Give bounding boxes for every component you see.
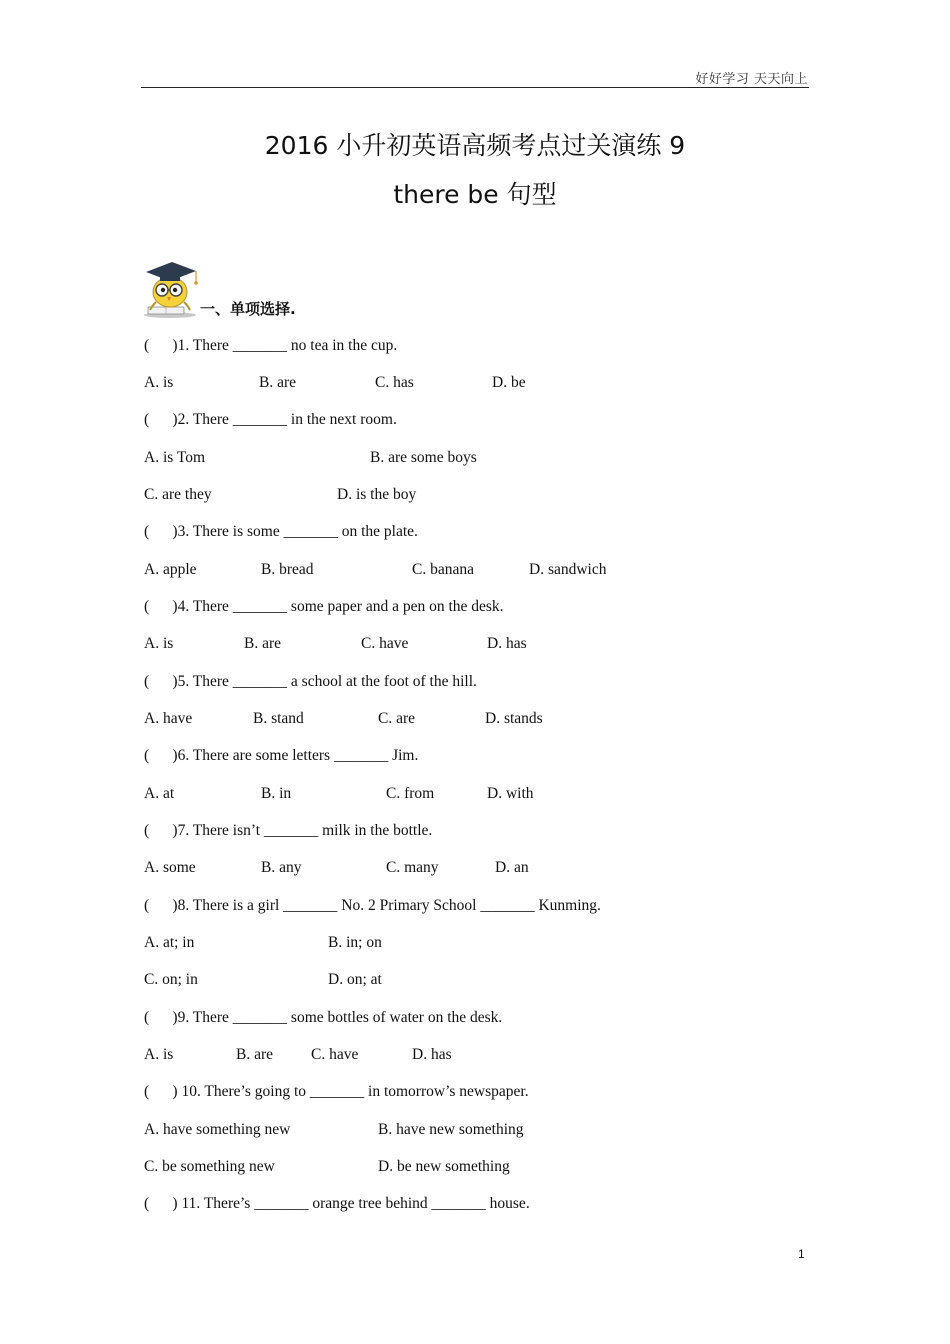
- option: C. are they: [144, 486, 212, 503]
- page-title: 2016 小升初英语高频考点过关演练 9: [264, 131, 686, 160]
- page-subtitle: there be 句型: [393, 180, 557, 209]
- option: B. in; on: [328, 934, 382, 951]
- section-heading: 一、单项选择.: [200, 300, 296, 318]
- option: A. is: [144, 635, 174, 652]
- option: A. is: [144, 1046, 174, 1063]
- question-stem: ( )5. There _______ a school at the foot of the hill.: [144, 673, 477, 690]
- option: C. have: [361, 635, 409, 652]
- question-stem: ( )2. There _______ in the next room.: [144, 411, 397, 428]
- question-stem: ( )8. There is a girl _______ No. 2 Primary School _______ Kunming.: [144, 897, 601, 914]
- option: C. be something new: [144, 1158, 275, 1175]
- option: D. has: [412, 1046, 452, 1063]
- option: D. stands: [485, 710, 543, 727]
- option: B. are: [244, 635, 282, 652]
- option: D. has: [487, 635, 527, 652]
- option: C. have: [311, 1046, 359, 1063]
- option: C. from: [386, 785, 435, 802]
- question-stem: ( )7. There isn’t _______ milk in the bottle.: [144, 822, 433, 839]
- option: A. have: [144, 710, 193, 727]
- header-slogan: 好好学习 天天向上: [695, 72, 808, 87]
- option: A. have something new: [144, 1121, 291, 1138]
- option: B. are: [236, 1046, 274, 1063]
- header-divider: [141, 87, 809, 88]
- option: B. are: [259, 374, 297, 391]
- question-stem: ( ) 10. There’s going to _______ in tomorrow’s newspaper.: [144, 1083, 529, 1100]
- option: D. with: [487, 785, 534, 802]
- mascot-scholar-icon: [140, 256, 200, 318]
- option: C. many: [386, 859, 439, 876]
- option: C. banana: [412, 561, 474, 578]
- option: A. is Tom: [144, 449, 206, 466]
- question-stem: ( )1. There _______ no tea in the cup.: [144, 337, 398, 354]
- option: C. has: [375, 374, 414, 391]
- option: A. some: [144, 859, 196, 876]
- question-stem: ( )6. There are some letters _______ Jim.: [144, 747, 419, 764]
- option: A. at: [144, 785, 175, 802]
- option: D. on; at: [328, 971, 382, 988]
- option: B. are some boys: [370, 449, 477, 466]
- option: D. an: [495, 859, 529, 876]
- option: A. at; in: [144, 934, 195, 951]
- option: B. have new something: [378, 1121, 524, 1138]
- question-stem: ( )4. There _______ some paper and a pen on the desk.: [144, 598, 504, 615]
- option: D. be: [492, 374, 526, 391]
- question-stem: ( )3. There is some _______ on the plate.: [144, 523, 418, 540]
- option: D. sandwich: [529, 561, 607, 578]
- option: B. bread: [261, 561, 314, 578]
- option: D. is the boy: [337, 486, 417, 503]
- question-stem: ( ) 11. There’s _______ orange tree behind _______ house.: [144, 1195, 530, 1212]
- option: A. apple: [144, 561, 197, 578]
- option: C. on; in: [144, 971, 198, 988]
- option: B. any: [261, 859, 302, 876]
- option: A. is: [144, 374, 174, 391]
- option: D. be new something: [378, 1158, 510, 1175]
- page-number: 1: [798, 1247, 805, 1261]
- question-stem: ( )9. There _______ some bottles of water on the desk.: [144, 1009, 503, 1026]
- option: C. are: [378, 710, 416, 727]
- option: B. stand: [253, 710, 304, 727]
- option: B. in: [261, 785, 292, 802]
